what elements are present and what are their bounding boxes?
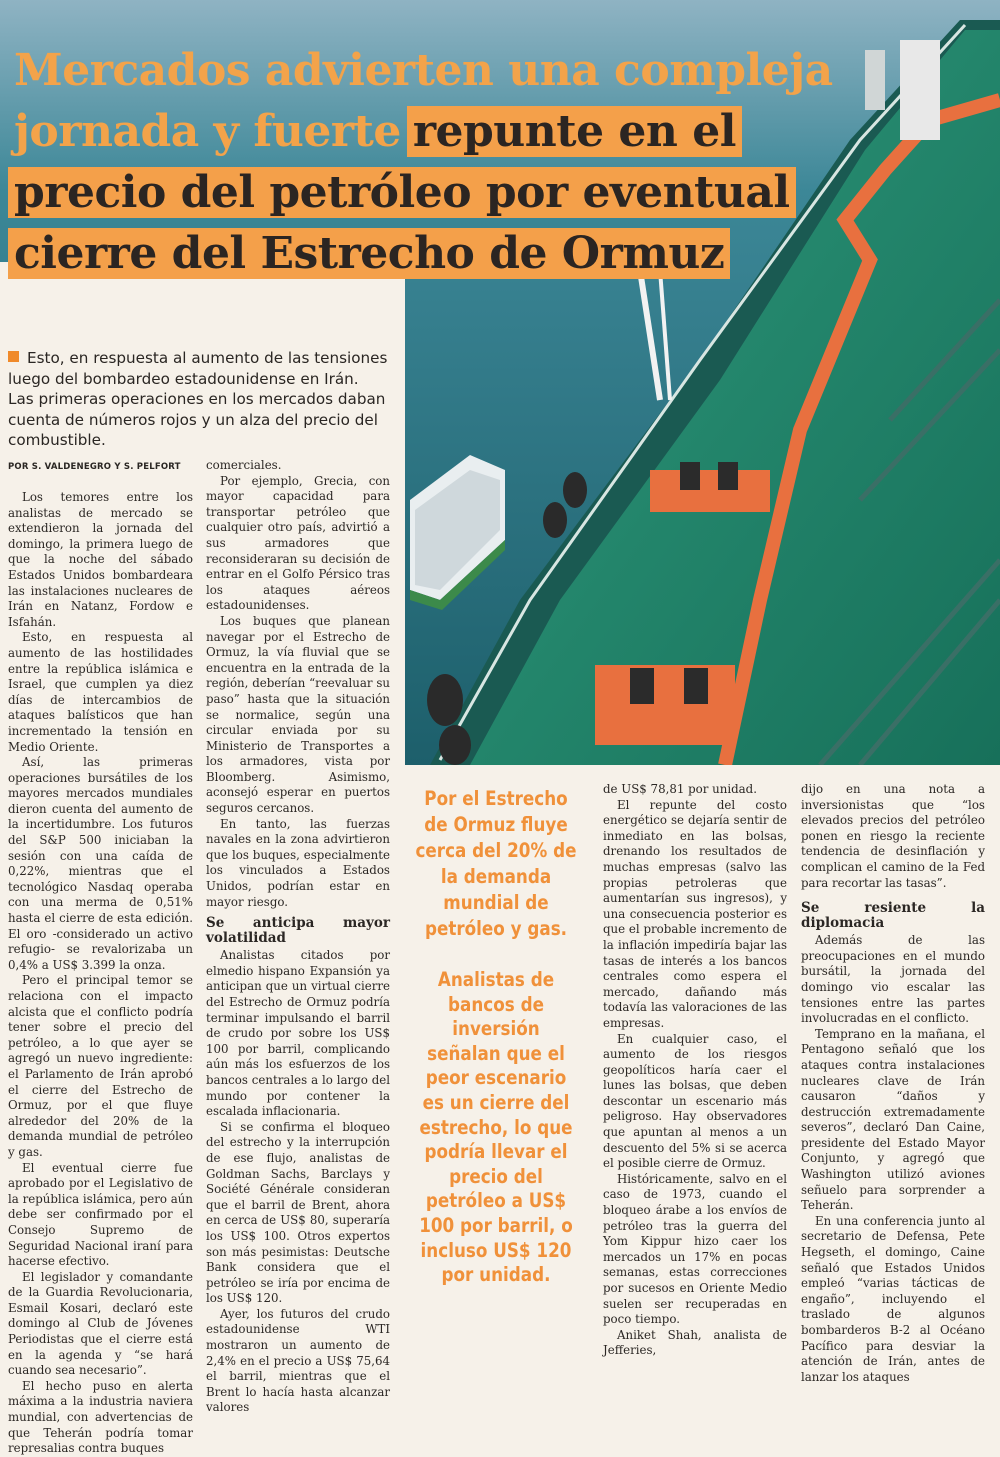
deck-pad (650, 470, 770, 512)
paragraph: El legislador y comandante de la Guardia Revolucionaria, Esmail Kosari, declaró este domingo al Club de Jóvenes Periodistas que el cierre está en la agenda y “se hará cuando sea necesario”. (8, 1269, 193, 1378)
paragraph: Esto, en respuesta al aumento de las hostilidades entre la república islámica e Israel, que cumplen ya diez días de intercambios de ataques balísticos que han incrementado la tensión en Medio Oriente. (8, 630, 193, 754)
pull-quote-1: Por el Estrecho de Ormuz fluye cerca del 20% de la demanda mundial de petróleo y gas. (415, 787, 577, 940)
lead-text: Esto, en respuesta al aumento de las tensiones luego del bombardeo estadounidense en Irán. Las primeras operaciones en los mercados daban cuenta de números rojos y un alza del precio del combustible. (8, 349, 388, 449)
byline: POR S. VALDENEGRO Y S. PELFORT (8, 462, 181, 472)
paragraph: El hecho puso en alerta máxima a la industria naviera mundial, con advertencias de que Teherán podría tomar represalias contra buques (8, 1378, 193, 1456)
paragraph: En una conferencia junto al secretario de Defensa, Pete Hegseth, el domingo, Caine señaló que Estados Unidos empleó “varias tácticas de engaño”, incluyendo el traslado de algunos bombarderos B-2 al Océano Pacífico para desviar la atención de Irán, antes de lanzar los ataques (801, 1213, 985, 1384)
paragraph: Así, las primeras operaciones bursátiles de los mayores mercados mundiales dieron cuenta del aumento de la incertidumbre. Los futuros del S&P 500 iniciaban la sesión con una caída de 0,22%, mientras que el tecnológico Nasdaq operaba con una merma de 0,51% hasta el cierre de esta edición. El oro -considerado un activo refugio- se revalorizaba un 0,4% a US$ 3.399 la onza. (8, 755, 193, 972)
subheading-diplomacia: Se resiente la diplomacia (801, 900, 985, 932)
lead-bullet-square (8, 351, 19, 362)
paragraph: En tanto, las fuerzas navales en la zona advirtieron que los buques, especialmente los vinculados a Estados Unidos, podrían estar en mayor riesgo. (206, 816, 390, 909)
bollard (630, 668, 654, 704)
lead-paragraph (8, 348, 388, 451)
paragraph: dijo en una nota a inversionistas que “los elevados precios del petróleo ponen en riesgo la reciente tendencia de desinflación y complican el camino de la Fed para recortar las tasas”. (801, 782, 985, 890)
article-column-4 (603, 782, 787, 1359)
paragraph: El eventual cierre fue aprobado por el Legislativo de la república islámica, pero aún debe ser confirmado por el Consejo Supremo de Seguridad Nacional iraní para hacerse efectivo. (8, 1160, 193, 1269)
bollard (684, 668, 708, 704)
paragraph: El repunte del costo energético se dejaría sentir de inmediato en las bolsas, drenando los resultados de muchas empresas (salvo las propias petroleras que aumentarían sus ingresos), y una consecuencia posterior es que el probable incremento de la inflación impediría bajar las tasas de interés a los bancos centrales como espera el mercado, dañando más todavía las valoraciones de las empresas. (603, 797, 787, 1030)
headline-line-1: Mercados advierten una compleja (14, 45, 833, 96)
paragraph: Aniket Shah, analista de Jefferies, (603, 1327, 787, 1358)
paragraph: Pero el principal temor se relaciona con el impacto alcista que el conflicto podría tener sobre el precio del petróleo, a lo que ayer se agregó un nuevo ingrediente: el Parlamento de Irán aprobó el cierre del Estrecho de Ormuz, por el que fluye alrededor del 20% de la demanda mundial de petróleo y gas. (8, 973, 193, 1159)
headline-line-3: precio del petróleo por eventual (8, 167, 796, 218)
paragraph: Por ejemplo, Grecia, con mayor capacidad para transportar petróleo que cualquier otro país, advirtió a sus armadores que reconsideraran su decisión de entrar en el Golfo Pérsico tras los ataques aéreos estadounidenses. (206, 473, 390, 613)
bollard (680, 462, 700, 490)
pull-quote-2: Analistas de bancos de inversión señalan que el peor escenario es un cierre del estrecho, lo que podría llevar el precio del petróleo a US$ 100 por barril, o incluso US$ 120 por unidad. (419, 968, 573, 1287)
paragraph: Si se confirma el bloqueo del estrecho y la interrupción de ese flujo, analistas de Goldman Sachs, Barclays y Société Générale consideran que el barril de Brent, ahora en cerca de US$ 80, superaría los US$ 100. Otros expertos son más pesimistas: Deutsche Bank considera que el petróleo se iría por encima de los US$ 120. (206, 1119, 390, 1306)
paragraph: Analistas citados por elmedio hispano Expansión ya anticipan que un virtual cierre del Estrecho de Ormuz podría terminar impulsando el barril de crudo por sobre los US$ 100 por barril, complicando aún más los esfuerzos de los bancos centrales a lo largo del mundo por contener la escalada inflacionaria. (206, 948, 390, 1119)
headline-line-4: cierre del Estrecho de Ormuz (8, 228, 730, 279)
paragraph: Temprano en la mañana, el Pentagono señaló que los ataques contra instalaciones nucleares clave de Irán causaron “daños y destrucción extremadamente severos”, declaró Dan Caine, presidente del Estado Mayor Conjunto, y agregó que Washington utilizó aviones señuelo para sorprender a Teherán. (801, 1026, 985, 1213)
bollard (718, 462, 738, 490)
ship-tower (865, 50, 885, 110)
paragraph: Los temores entre los analistas de mercado se extendieron la jornada del domingo, la primera luego de que la noche del sábado Estados Unidos bombardeara las instalaciones nucleares de Irán en Natanz, Fordow e Isfahán. (8, 490, 193, 629)
paragraph: Ayer, los futuros del crudo estadounidense WTI mostraron un aumento de 2,4% en el precio a US$ 75,64 el barril, mientras que el Brent lo hacía hasta alcanzar valores (206, 1306, 390, 1415)
article-column-5 (801, 782, 985, 1385)
paragraph: comerciales. (206, 458, 282, 472)
paragraph: En cualquier caso, el aumento de los riesgos geopolíticos haría caer el lunes las bolsas, que deben descontar un escenario más peligroso. Hay observadores que apuntan al menos a un descuento del 5% si se acerca el posible cierre de Ormuz. (603, 1031, 787, 1171)
article-column-1 (8, 490, 193, 1457)
paragraph: Además de las preocupaciones en el mundo bursátil, la jornada del domingo vio escalar las tensiones entre las partes involucradas en el conflicto. (801, 933, 985, 1026)
paragraph: Los buques que planean navegar por el Estrecho de Ormuz, la vía fluvial que se encuentra en la entrada de la región, deberían “reevaluar su paso” hasta que la situación se normalice, según una circular enviada por su Ministerio de Transportes a los armadores, vista por Bloomberg. Asimismo, aconsejó esperar en puertos seguros cercanos. (206, 613, 390, 816)
deck-pad (595, 665, 735, 745)
ship-tower (900, 40, 940, 140)
pull-quotes (413, 786, 578, 1288)
headline-line-2b: repunte en el (407, 106, 742, 157)
article-column-2 (206, 458, 390, 1416)
headline (8, 40, 868, 284)
subheading-volatilidad: Se anticipa mayor volatilidad (206, 915, 390, 947)
paragraph: Históricamente, salvo en el caso de 1973, cuando el bloqueo árabe a los envíos de petróleo tras la guerra del Yom Kippur hizo caer los mercados un 17% en pocas semanas, estas correcciones por sucesos en Oriente Medio suelen ser recuperadas en poco tiempo. (603, 1171, 787, 1327)
headline-line-2a: jornada y fuerte (14, 106, 401, 157)
paragraph: de US$ 78,81 por unidad. (603, 782, 757, 796)
